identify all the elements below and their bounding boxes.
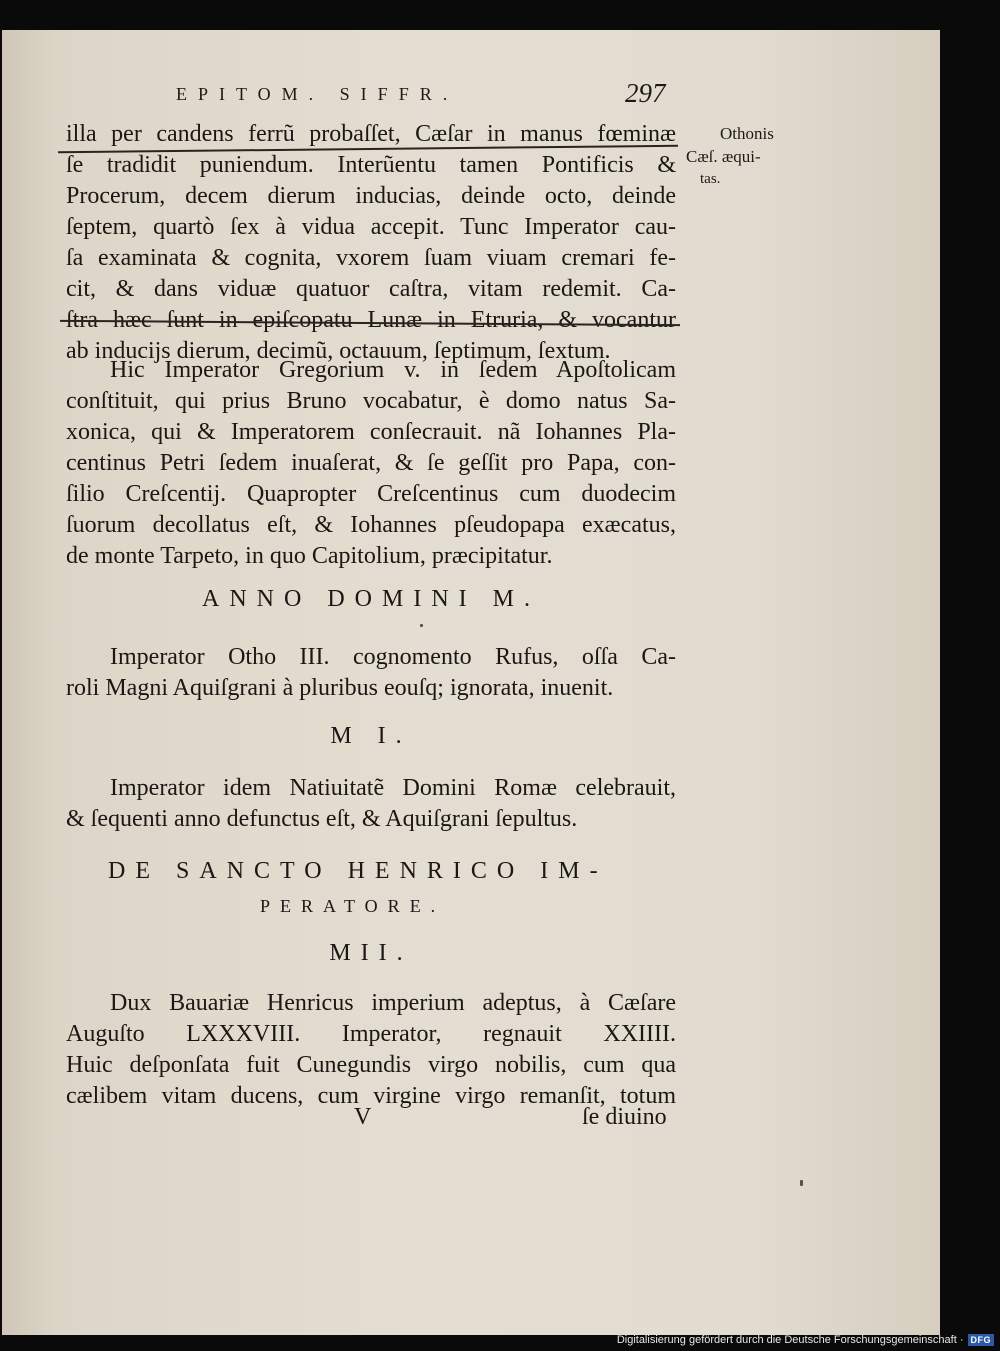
text-line: ſa examinata & cognita, vxorem ſuam viuam cremari fe- — [66, 245, 676, 271]
section-heading-continued: PERATORE. — [260, 896, 446, 916]
text-line: ſuorum decollatus eſt, & Iohannes pſeudopapa exæcatus, — [66, 512, 676, 538]
paragraph-4 — [66, 773, 676, 835]
running-head: EPITOM. SIFFR. — [176, 84, 459, 104]
paragraph-1 — [66, 119, 676, 367]
year-heading: M I. — [330, 723, 412, 749]
ink-speck — [420, 624, 423, 627]
text-line: Imperator idem Natiuitatẽ Domini Romæ celebrauit, — [110, 775, 676, 801]
text-line: illa per candens ferrũ probaſſet, Cæſar in manus fœminæ — [66, 121, 676, 147]
margin-note-line: Cæſ. æqui- — [686, 147, 761, 166]
dfg-logo-icon: DFG — [968, 1334, 995, 1346]
text-line: cælibem vitam ducens, cum virgine virgo remanſit, totum — [66, 1083, 676, 1109]
margin-note — [686, 122, 806, 191]
text-line: ſtra hæc ſunt in epiſcopatu Lunæ in Etruria, & vocantur — [66, 307, 676, 333]
year-heading: MII. — [329, 940, 413, 966]
page-number: 297 — [625, 78, 666, 108]
catchword: ſe diuino — [582, 1104, 667, 1130]
text-line: & ſequenti anno defunctus eſt, & Aquiſgrani ſepultus. — [66, 806, 578, 832]
book-page — [2, 30, 940, 1335]
signature-mark: V — [354, 1104, 372, 1130]
section-heading: ANNO DOMINI M. — [202, 586, 540, 612]
text-line: ſe tradidit puniendum. Interũentu tamen Pontificis & — [66, 152, 676, 178]
margin-note-line: Othonis — [720, 124, 774, 143]
text-line: Auguſto LXXXVIII. Imperator, regnauit XXIIII. — [66, 1021, 676, 1047]
digitization-footer — [617, 1332, 994, 1348]
text-line: ſilio Creſcentij. Quapropter Creſcentinus cum duodecim — [66, 481, 676, 507]
text-line: Dux Bauariæ Henricus imperium adeptus, à Cæſare — [110, 990, 676, 1016]
text-line: xonica, qui & Imperatorem conſecrauit. nã Iohannes Pla- — [66, 419, 676, 445]
text-line: ſeptem, quartò ſex à vidua accepit. Tunc Imperator cau- — [66, 214, 676, 240]
text-line: de monte Tarpeto, in quo Capitolium, præcipitatur. — [66, 543, 553, 569]
section-heading: DE SANCTO HENRICO IM- — [108, 858, 608, 884]
text-line: centinus Petri ſedem inuaſerat, & ſe geſſit pro Papa, con- — [66, 450, 676, 476]
footer-credit: Digitalisierung gefördert durch die Deutsche Forschungsgemeinschaft · — [616, 1334, 964, 1346]
paragraph-5 — [66, 988, 676, 1112]
text-line: Procerum, decem dierum inducias, deinde octo, deinde — [66, 183, 676, 209]
paragraph-3 — [66, 642, 676, 704]
ink-speck — [800, 1180, 803, 1186]
paragraph-2 — [66, 355, 676, 572]
text-line: Imperator Otho III. cognomento Rufus, oſſa Ca- — [110, 644, 676, 670]
text-line: cit, & dans viduæ quatuor caſtra, vitam redemit. Ca- — [66, 276, 676, 302]
margin-note-line: tas. — [700, 171, 721, 187]
text-line: Hic Imperator Gregorium v. in ſedem Apoſtolicam — [110, 357, 676, 383]
text-line: conſtituit, qui prius Bruno vocabatur, è domo natus Sa- — [66, 388, 676, 414]
text-line: ab inducijs dierum, decimũ, octauum, ſeptimum, ſextum. — [66, 338, 611, 364]
text-line: Huic deſponſata fuit Cunegundis virgo nobilis, cum qua — [66, 1052, 676, 1078]
text-line: roli Magni Aquiſgrani à pluribus eouſq; ignorata, inuenit. — [66, 675, 614, 701]
page-header — [2, 78, 940, 112]
